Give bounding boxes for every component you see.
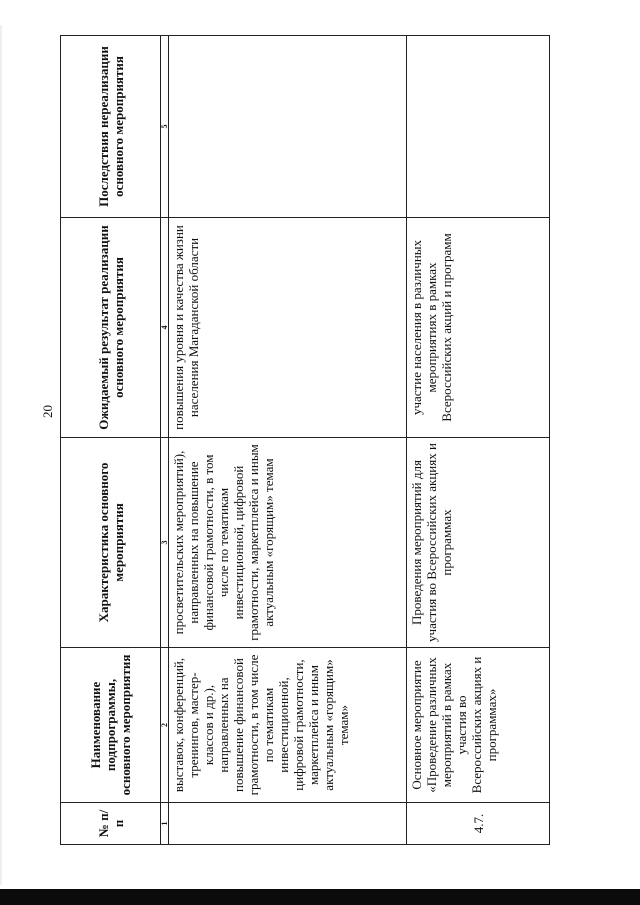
cell-consequences: [169, 36, 407, 218]
column-number: 3: [161, 438, 169, 648]
header-name: Наименование подпрограммы, основного мероприятия: [61, 648, 161, 803]
cell-result: участие населения в различных мероприятиях в рамках Всероссийских акций и программ: [407, 218, 550, 438]
column-number: 4: [161, 218, 169, 438]
table-header-row: [61, 36, 161, 845]
cell-result: повышения уровня и качества жизни населения Магаданской области: [169, 218, 407, 438]
cell-characteristic: просветительских мероприятий), направленных на повышение финансовой грамотности, в том числе по тематикам инвестиционной, цифровой грамотности, маркетплейса и иным актуальным «горящим» темам: [169, 438, 407, 648]
column-number: 2: [161, 648, 169, 803]
column-number: 1: [161, 803, 169, 845]
cell-name: выставок, конференций, тренингов, мастер-классов и др.), направленных на повышение финансовой грамотности, в том числе по тематикам инвестиционной, цифровой грамотности, маркетплейса и иным актуальным «горящим» темам»: [169, 648, 407, 803]
table-row: [169, 36, 407, 845]
cell-number: 4.7.: [407, 803, 550, 845]
rotated-table-wrapper: [60, 35, 550, 845]
cell-number: [169, 803, 407, 845]
cell-consequences: [407, 36, 550, 218]
header-consequences: Последствия нереализации основного мероприятия: [61, 36, 161, 218]
cell-characteristic: Проведения мероприятий для участия во Всероссийских акциях и программах: [407, 438, 550, 648]
scan-bottom-edge: [0, 889, 640, 905]
header-characteristic: Характеристика основного мероприятия: [61, 438, 161, 648]
measures-table: [60, 35, 550, 845]
column-number: 5: [161, 36, 169, 218]
column-number-row: [161, 36, 169, 845]
scan-edge: [0, 25, 2, 885]
header-result: Ожидаемый результат реализации основного мероприятия: [61, 218, 161, 438]
table-row: [407, 36, 550, 845]
header-number: № п/п: [61, 803, 161, 845]
cell-name: Основное мероприятие «Проведение различных мероприятий в рамках участия во Всероссийских акциях и программах»: [407, 648, 550, 803]
page-number: 20: [40, 405, 55, 418]
